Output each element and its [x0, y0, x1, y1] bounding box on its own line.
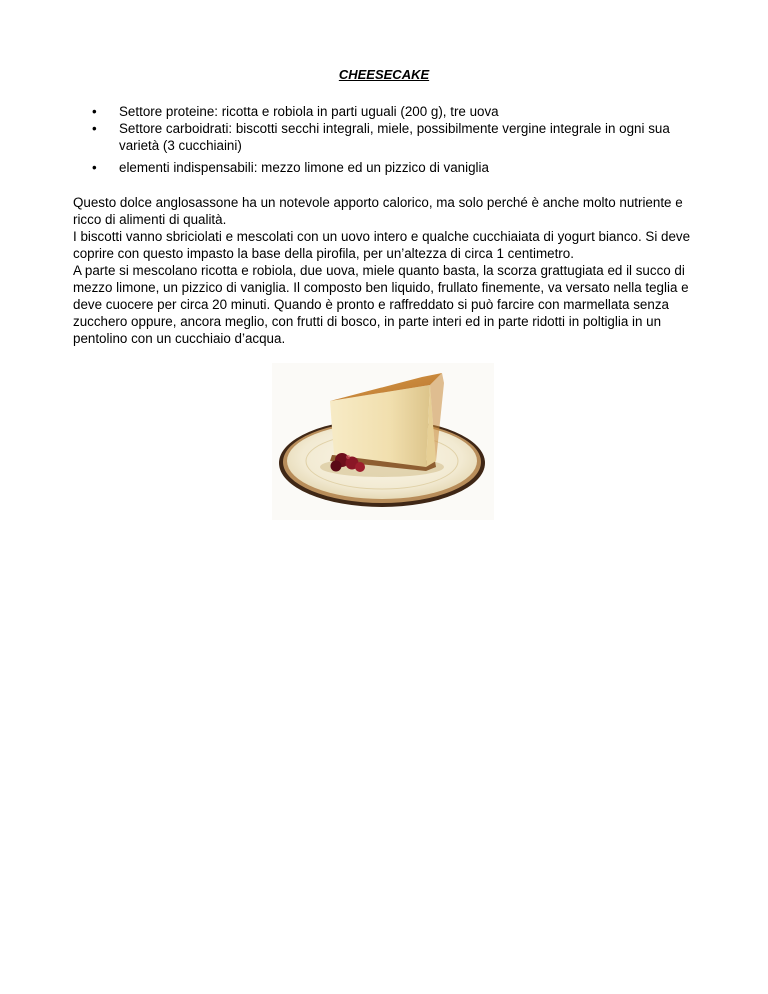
instruction-paragraph: I biscotti vanno sbriciolati e mescolati con un uovo intero e qualche cucchiaiata di yogurt bianco. Si deve coprire con questo impasto la base della pirofila, per un’altezza di circa 1 centimetro. [73, 229, 691, 261]
cheesecake-slice-photo-icon [272, 363, 494, 520]
bullet-icon: • [92, 160, 97, 175]
ingredient-text: elementi indispensabili: mezzo limone ed un pizzico di vaniglia [119, 160, 489, 175]
berry-shape [355, 462, 365, 472]
ingredient-text: Settore carboidrati: biscotti secchi integrali, miele, possibilmente vergine integrale in ogni sua varietà (3 cucchiaini) [119, 121, 670, 153]
berry-shape [331, 461, 342, 472]
bullet-icon: • [92, 121, 97, 136]
recipe-title: CHEESECAKE [338, 67, 430, 82]
ingredient-item-essentials [72, 159, 712, 176]
berry-highlight-shape [346, 455, 350, 459]
ingredient-list [72, 103, 712, 176]
ingredient-text: Settore proteine: ricotta e robiola in parti uguali (200 g), tre uova [119, 104, 499, 119]
ingredient-item-protein [72, 103, 712, 120]
bullet-icon: • [92, 104, 97, 119]
cheesecake-image [272, 363, 494, 520]
instruction-paragraph: A parte si mescolano ricotta e robiola, due uova, miele quanto basta, la scorza grattugiata ed il succo di mezzo limone, un pizzico di vaniglia. Il composto ben liquido, frullato finemente, va versato nella teglia e deve cuocere per circa 20 minuti. Quando è pronto e raffreddato si può farcire con marmellata senza zucchero oppure, ancora meglio, con frutti di bosco, in parte interi ed in parte ridotti in poltiglia in un pentolino con un cucchiaio d’acqua. [73, 263, 689, 346]
ingredient-item-carbs [72, 120, 712, 154]
recipe-instructions [73, 194, 701, 347]
instruction-paragraph: Questo dolce anglosassone ha un notevole apporto calorico, ma solo perché è anche molto nutriente e ricco di alimenti di qualità. [73, 195, 683, 227]
